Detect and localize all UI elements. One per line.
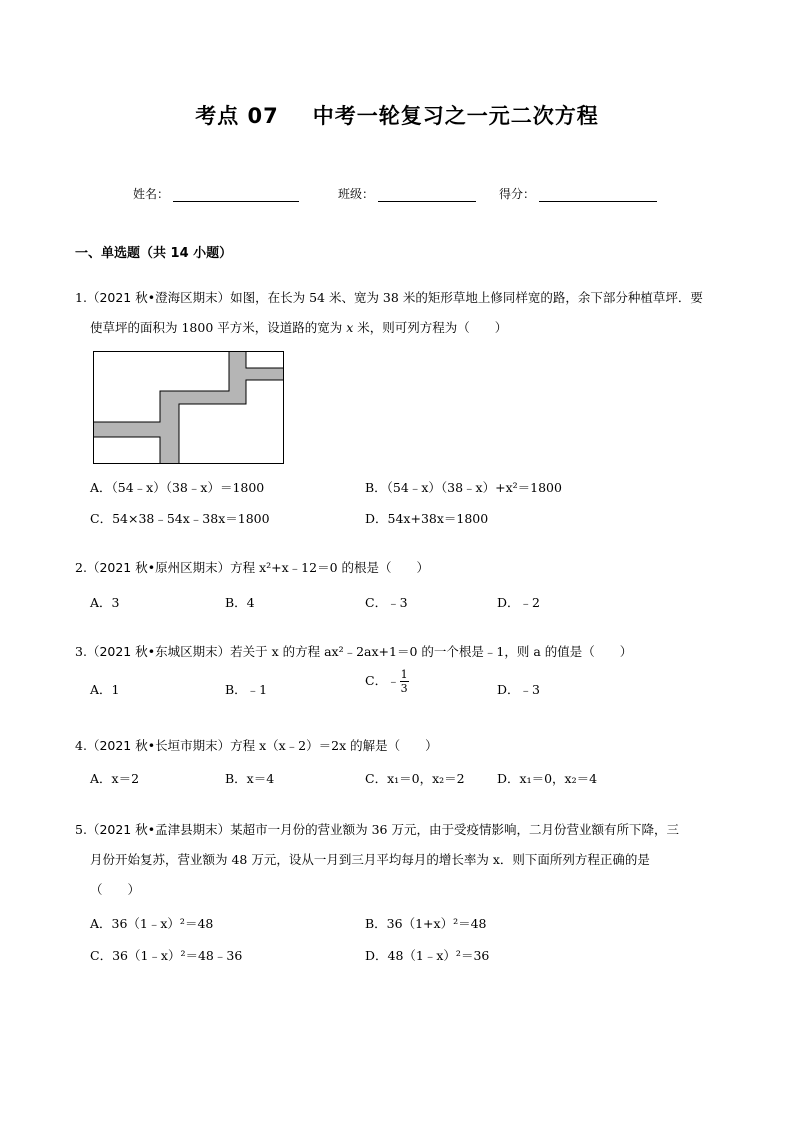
name-label: 姓名： — [133, 187, 170, 201]
q2-number: 2. — [75, 560, 87, 575]
question-2 — [75, 553, 429, 583]
q3-text: 若关于 x 的方程 ax²﹣2ax+1＝0 的一个根是﹣1，则 a 的值是（ ） — [230, 644, 633, 659]
question-3 — [75, 637, 632, 667]
title-topic-name: 中考一轮复习之一元二次方程 — [312, 104, 599, 128]
name-field — [133, 185, 299, 202]
q2-option-d[interactable]: D．﹣2 — [497, 595, 540, 610]
fraction-denominator: 3 — [400, 682, 408, 695]
class-field — [338, 185, 476, 202]
q1-line1: 如图，在长为 54 米、宽为 38 米的矩形草地上修同样宽的路，余下部分种植草坪．要 — [230, 290, 703, 305]
lawn-road-figure — [93, 351, 285, 465]
class-label: 班级： — [338, 187, 375, 201]
q5-option-c[interactable]: C．36（1﹣x）²＝48﹣36 — [90, 948, 243, 963]
q3-option-c[interactable] — [365, 668, 409, 695]
q1-source: （2021 秋•澄海区期末） — [86, 290, 231, 305]
q5-line3: （ ） — [90, 882, 141, 897]
q5-source: （2021 秋•孟津县期末） — [86, 822, 231, 837]
name-blank[interactable] — [173, 187, 299, 202]
q1-line2b: 米，则可列方程为（ ） — [353, 320, 508, 335]
q3-option-b[interactable]: B．﹣1 — [225, 682, 268, 697]
q4-text: 方程 x（x﹣2）＝2x 的解是（ ） — [230, 738, 438, 753]
q2-text: 方程 x²+x﹣12＝0 的根是（ ） — [230, 560, 429, 575]
q2-option-a[interactable]: A．3 — [90, 595, 120, 610]
q1-number: 1. — [75, 290, 87, 305]
q5-option-a[interactable]: A．36（1﹣x）²＝48 — [90, 916, 214, 931]
q4-option-c[interactable]: C．x₁＝0，x₂＝2 — [365, 771, 465, 786]
q5-option-d[interactable]: D．48（1﹣x）²＝36 — [365, 948, 490, 963]
q5-line1: 某超市一月份的营业额为 36 万元，由于受疫情影响，二月份营业额有所下降，三 — [230, 822, 679, 837]
q5-option-b[interactable]: B．36（1+x）²＝48 — [365, 916, 487, 931]
q5-number: 5. — [75, 822, 87, 837]
q1-line2a: 使草坪的面积为 1800 平方米，设道路的宽为 — [90, 320, 347, 335]
q4-option-a[interactable]: A．x＝2 — [90, 771, 140, 786]
section-heading: 一、单选题（共 14 小题） — [75, 246, 233, 261]
q3-option-c-prefix: C．﹣ — [365, 673, 400, 688]
q3-source: （2021 秋•东城区期末） — [86, 644, 231, 659]
q3-option-a[interactable]: A．1 — [90, 682, 120, 697]
q3-number: 3. — [75, 644, 87, 659]
score-label: 得分： — [499, 187, 536, 201]
fraction-numerator: 1 — [400, 668, 408, 681]
q3-option-d[interactable]: D．﹣3 — [497, 682, 540, 697]
q2-option-c[interactable]: C．﹣3 — [365, 595, 408, 610]
page-title — [0, 100, 794, 130]
q1-option-a[interactable]: A．（54﹣x）（38﹣x）＝1800 — [90, 480, 265, 495]
q1-variable: x — [346, 320, 354, 335]
question-1 — [75, 283, 703, 343]
class-blank[interactable] — [378, 187, 476, 202]
title-topic-number: 考点 07 — [195, 104, 279, 128]
q1-option-b[interactable]: B．（54﹣x）（38﹣x）+x²＝1800 — [365, 480, 562, 495]
q5-line2: 月份开始复苏，营业额为 48 万元，设从一月到三月平均每月的增长率为 x．则下面所列方程正确的是 — [90, 852, 650, 867]
score-blank[interactable] — [539, 187, 657, 202]
q3-option-c-fraction — [400, 668, 409, 695]
q4-number: 4. — [75, 738, 87, 753]
q1-option-d[interactable]: D．54x+38x＝1800 — [365, 511, 489, 526]
q4-option-d[interactable]: D．x₁＝0，x₂＝4 — [497, 771, 598, 786]
q4-option-b[interactable]: B．x＝4 — [225, 771, 275, 786]
question-5 — [75, 815, 679, 905]
q2-option-b[interactable]: B．4 — [225, 595, 255, 610]
question-4 — [75, 731, 438, 761]
q2-source: （2021 秋•原州区期末） — [86, 560, 231, 575]
q1-option-c[interactable]: C．54×38﹣54x﹣38x＝1800 — [90, 511, 270, 526]
score-field — [499, 185, 657, 202]
q4-source: （2021 秋•长垣市期末） — [86, 738, 231, 753]
